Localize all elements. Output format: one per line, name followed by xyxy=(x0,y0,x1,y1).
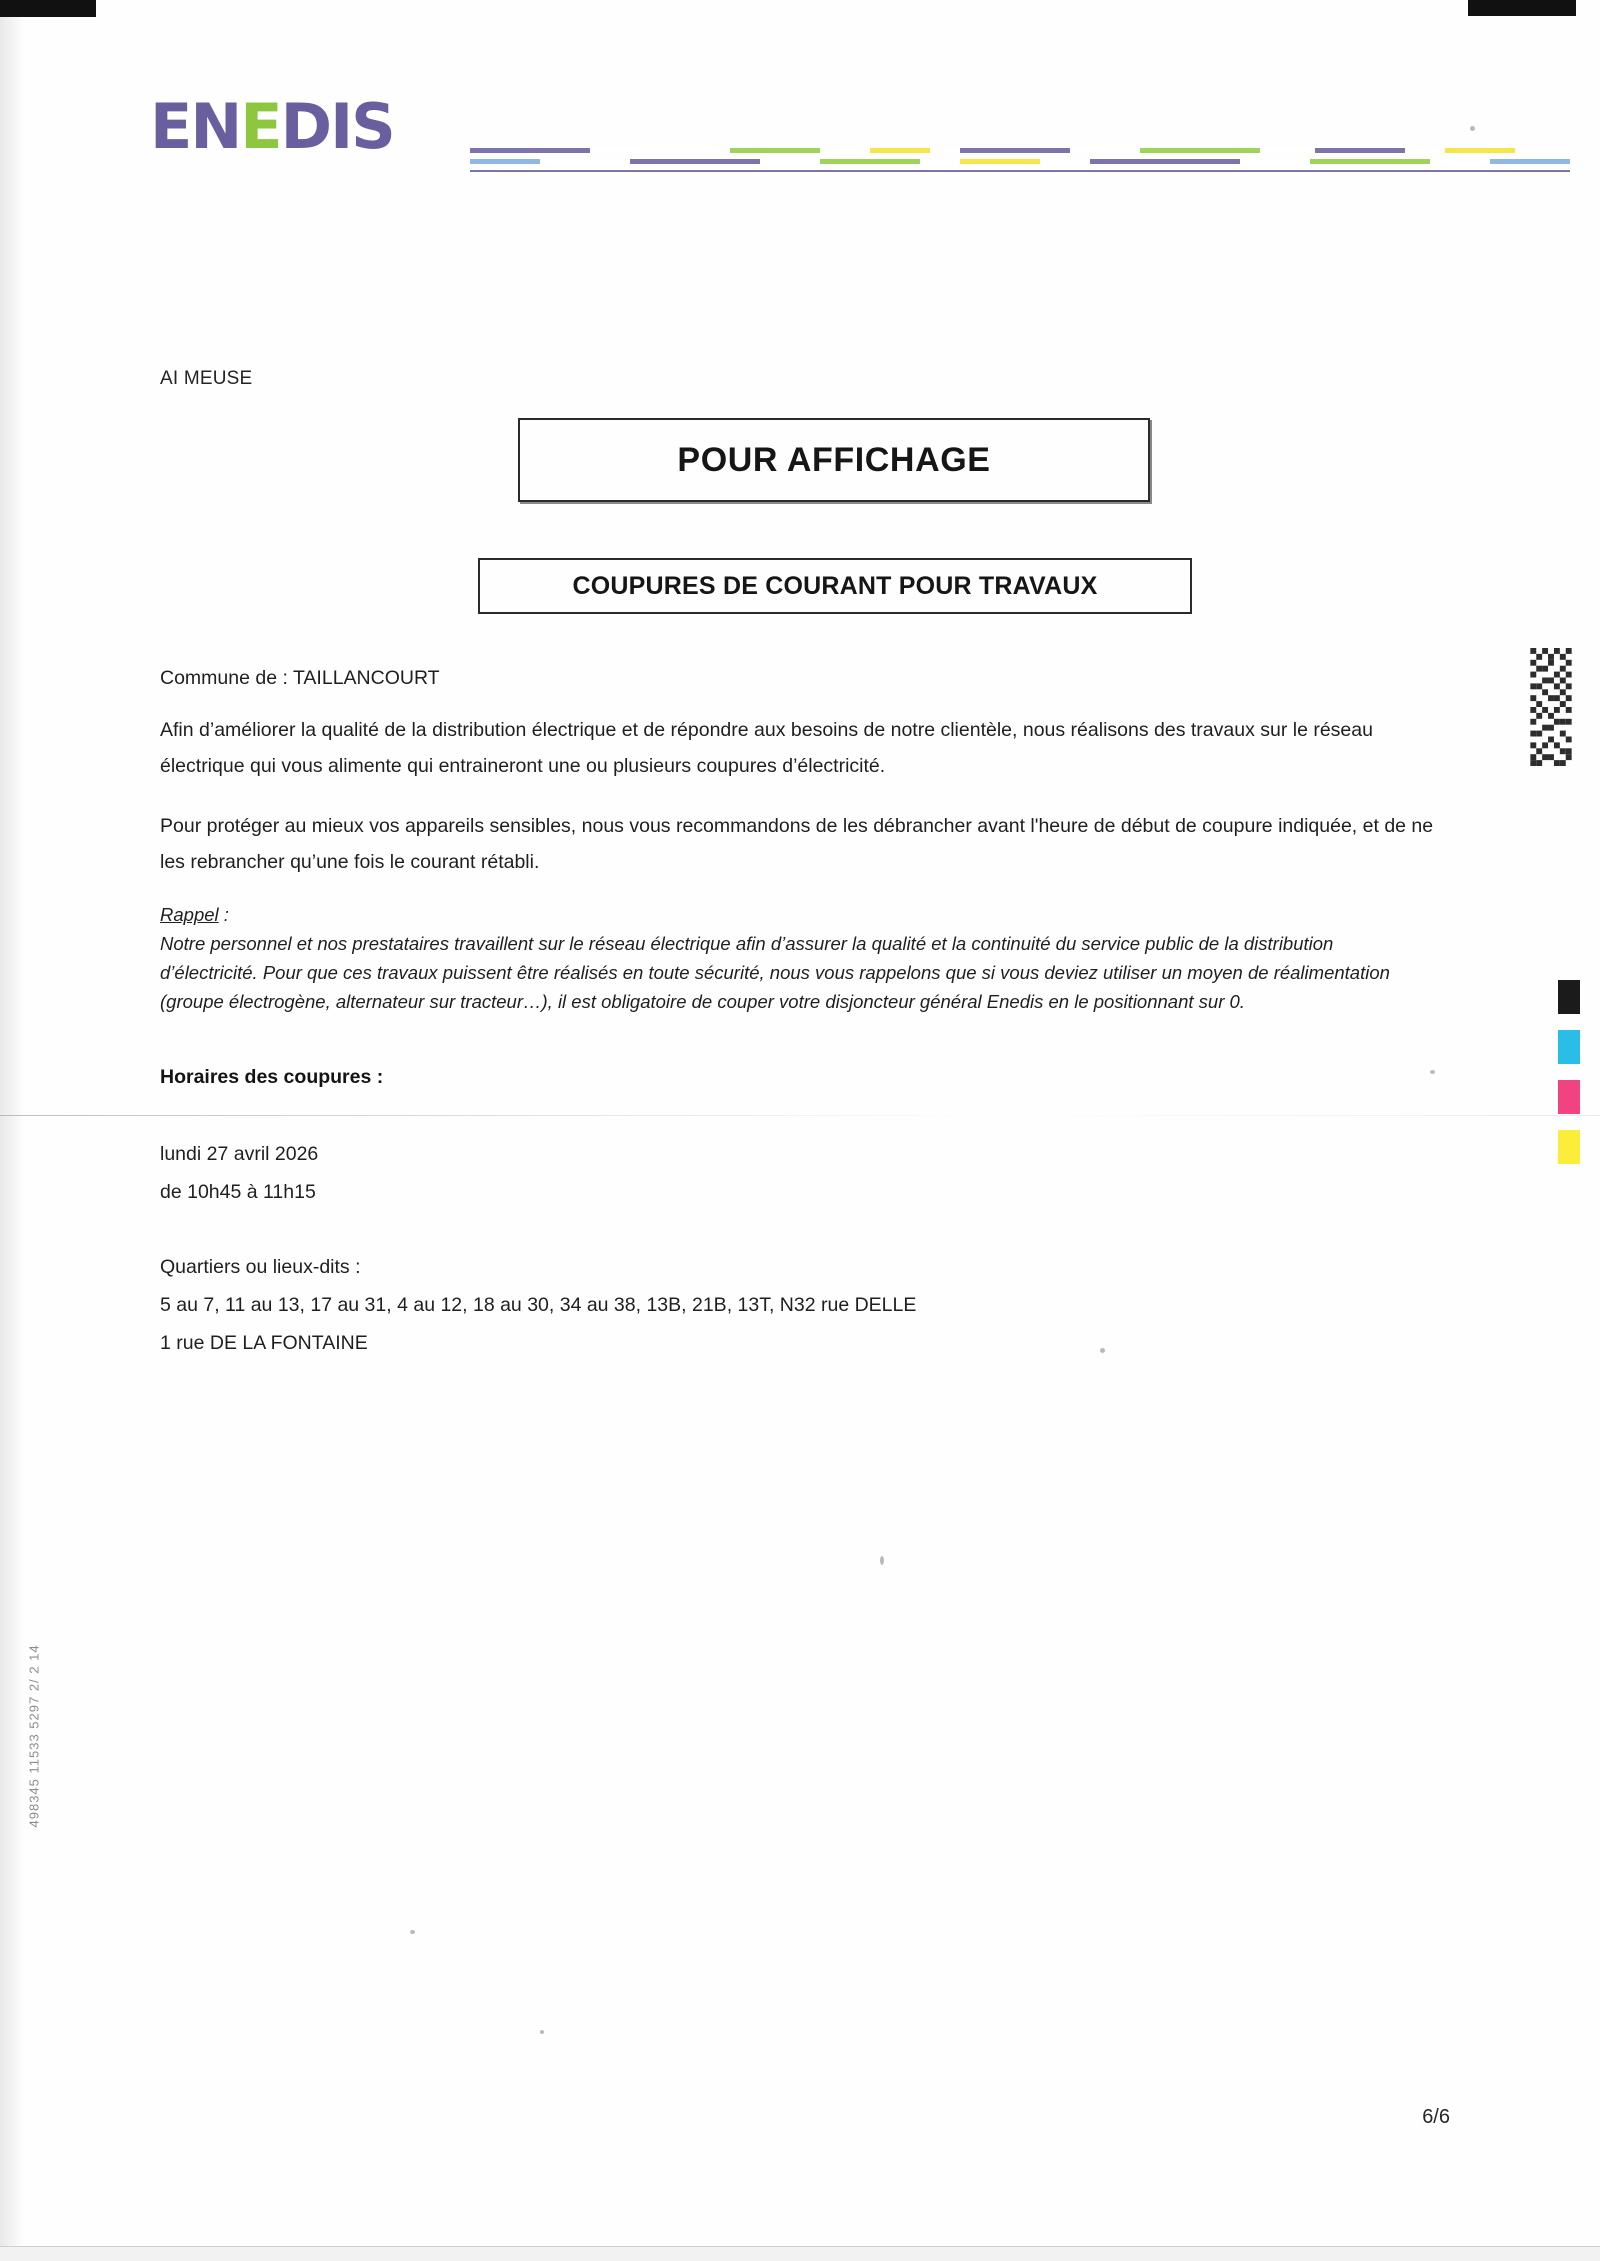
page-number: 6/6 xyxy=(1422,2106,1450,2128)
area-line: 1 rue DE LA FONTAINE xyxy=(160,1332,368,1354)
side-reference-code: 498345 11533 5297 2/ 2 14 xyxy=(26,1644,42,1828)
schedule-time-range: de 10h45 à 11h15 xyxy=(160,1181,316,1203)
rappel-separator: : xyxy=(218,904,229,925)
schedule-date: lundi 27 avril 2026 xyxy=(160,1143,319,1165)
rappel-text: Notre personnel et nos prestataires travaillent sur le réseau électrique afin d’assurer la qualité et la continuité du service public de la distribution d’électricité. Pour que ces travaux puissent être réalisés en toute sécurité, nous vous rappelons que si vous deviez utiliser un moyen de réalimentation (groupe électrogène, alternateur sur tracteur…), il est obligatoire de couper votre disjoncteur général Enedis en le positionnant sur 0. xyxy=(160,933,1390,1012)
areas-block xyxy=(160,1248,1410,1362)
page-subtitle: COUPURES DE COURANT POUR TRAVAUX xyxy=(572,571,1098,600)
horaires-label: Horaires des coupures : xyxy=(160,1066,384,1088)
schedule-block xyxy=(160,1135,318,1211)
area-line: 5 au 7, 11 au 13, 17 au 31, 4 au 12, 18 au 30, 34 au 38, 13B, 21B, 13T, N32 rue DELLE xyxy=(160,1294,917,1316)
subtitle-box xyxy=(478,558,1192,614)
paragraph-works-notice: Afin d’améliorer la qualité de la distribution électrique et de répondre aux besoins de notre clientèle, nous réalisons des travaux sur le réseau électrique qui vous alimente qui entraineront une ou plusieurs coupures d’électricité. xyxy=(160,719,1373,777)
paragraph-appliance-advice: Pour protéger au mieux vos appareils sensibles, nous vous recommandons de les débrancher avant l'heure de début de coupure indiquée, et de ne les rebrancher qu’une fois le courant rétabli. xyxy=(160,815,1434,873)
title-box xyxy=(518,418,1150,502)
page-title: POUR AFFICHAGE xyxy=(677,440,991,479)
rappel-block xyxy=(160,900,1430,1016)
agency-label: AI MEUSE xyxy=(160,368,253,389)
rappel-label: Rappel xyxy=(160,904,219,925)
commune-line: Commune de : TAILLANCOURT xyxy=(160,667,440,689)
logo-text-part2: DIS xyxy=(280,90,394,163)
areas-label: Quartiers ou lieux-dits : xyxy=(160,1256,361,1278)
logo-text-accent: E xyxy=(240,90,281,163)
logo-text-part1: EN xyxy=(150,90,241,163)
